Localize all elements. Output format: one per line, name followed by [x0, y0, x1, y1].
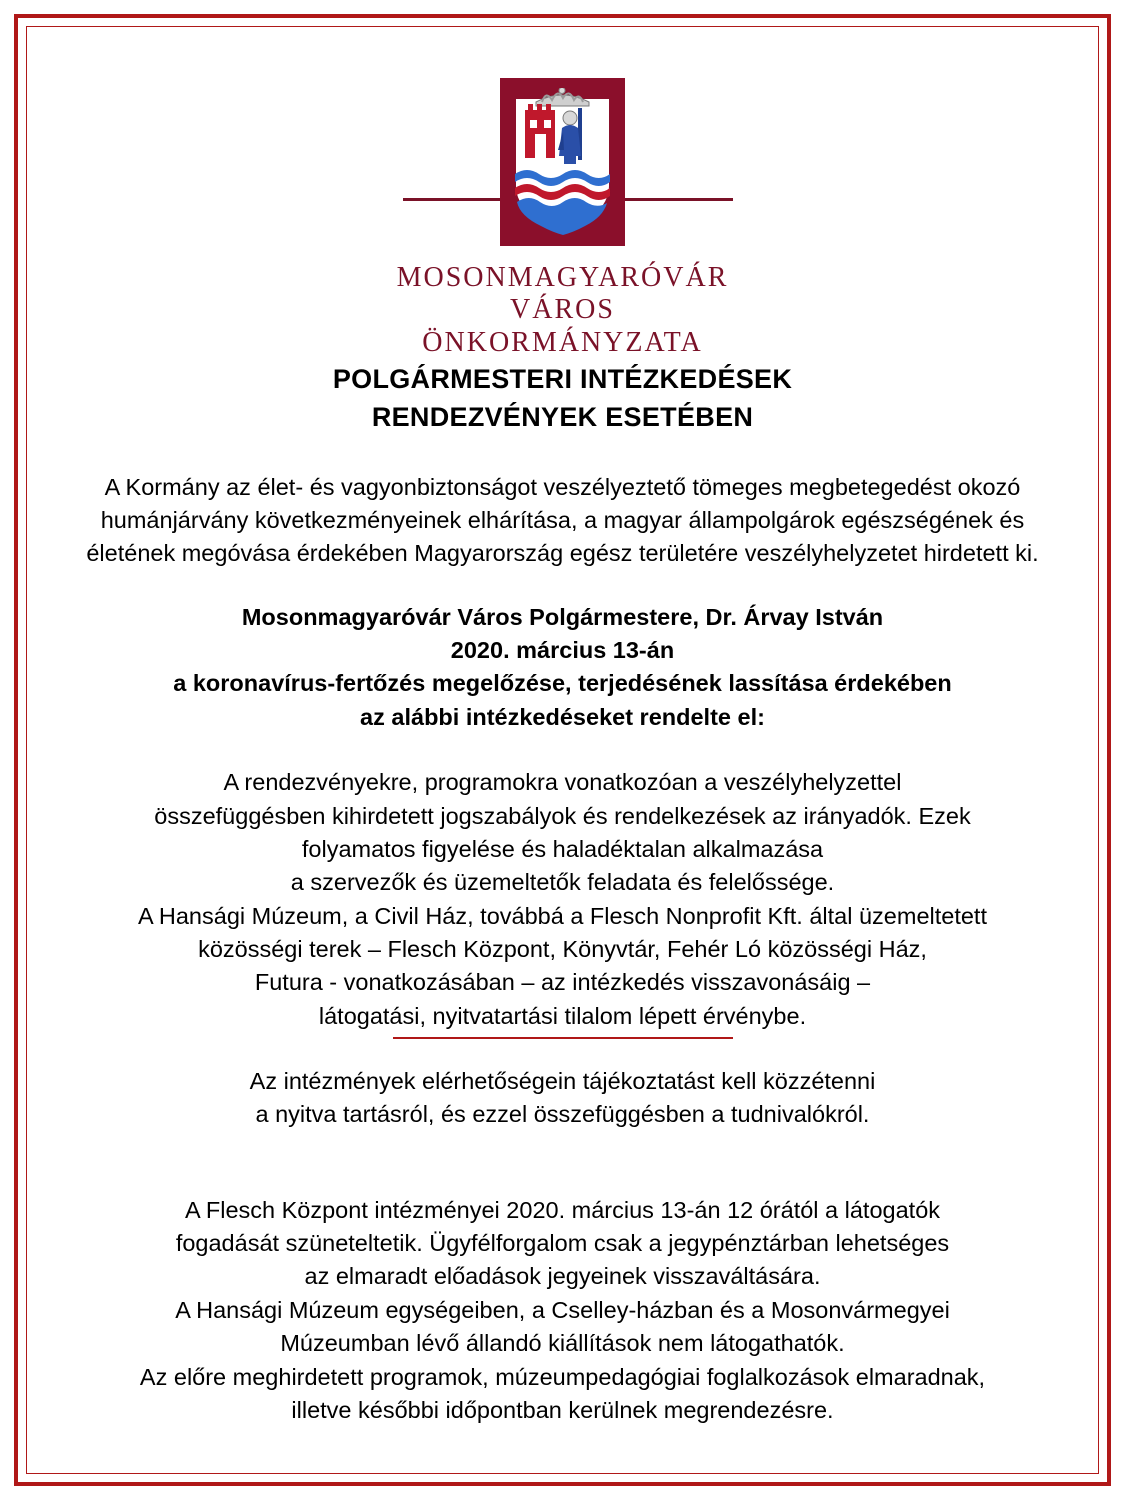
notice-line-1: Az intézmények elérhetőségein tájékoztatást kell közzétenni [249, 1068, 876, 1095]
decree-line-2: 2020. március 13-án [450, 637, 675, 664]
measures-paragraph [60, 766, 1065, 1039]
page-title-line2: RENDEZVÉNYEK ESETÉBEN [371, 402, 754, 433]
coat-of-arms-icon [500, 78, 625, 246]
institutions-line-5: Múzeumban lévő állandó kiállítások nem látogathatók. [280, 1330, 845, 1357]
page-title [60, 360, 1065, 437]
measures-line-1: A rendezvényekre, programokra vonatkozóan a veszélyhelyzettel [223, 769, 902, 796]
institutions-line-2: fogadását szüneteltetik. Ügyfélforgalom csak a jegypénztárban lehetséges [175, 1230, 950, 1257]
municipality-name-line2: VÁROS [510, 294, 615, 326]
page-title-line1: POLGÁRMESTERI INTÉZKEDÉSEK [332, 364, 793, 394]
institutions-line-3: az elmaradt előadások jegyeinek visszaváltására. [304, 1263, 821, 1290]
intro-paragraph: A Kormány az élet- és vagyonbiztonságot veszélyeztető tömeges megbetegedést okozó humánjárvány következményeinek elhárítása, a magyar állampolgárok egészségének és életének megóvása érdekében Magyarország egész területére veszélyhelyzetet hirdetett ki. [86, 473, 1039, 567]
decree-block [60, 601, 1065, 734]
measures-line-5: A Hansági Múzeum, a Civil Ház, továbbá a Flesch Nonprofit Kft. által üzemeltetett [137, 902, 987, 929]
institutions-line-4: A Hansági Múzeum egységeiben, a Cselley-házban és a Mosonvármegyei [175, 1296, 950, 1323]
decree-line-4: az alábbi intézkedéseket rendelte el: [360, 703, 765, 730]
municipality-name-line1: MOSONMAGYARÓVÁR [396, 262, 729, 293]
measures-line-6: közösségi terek – Flesch Központ, Könyvtár, Fehér Ló közösségi Ház, [198, 935, 927, 962]
measures-line-3: folyamatos figyelése és haladéktalan alkalmazása [301, 835, 824, 862]
poster-content [60, 50, 1065, 1427]
notice-line-2: a nyitva tartásról, és ezzel összefüggésben a tudnivalókról. [255, 1101, 870, 1128]
institutions-paragraph [60, 1194, 1065, 1428]
decree-line-1: Mosonmagyaróvár Város Polgármestere, Dr. Árvay István [241, 603, 884, 630]
measures-line-2: összefüggésben kihirdetett jogszabályok és rendelkezések az irányadók. Ezek [154, 802, 971, 829]
emphasis-underline [393, 1037, 733, 1039]
institutions-line-6: Az előre meghirdetett programok, múzeumpedagógiai foglalkozások elmaradnak, [139, 1363, 986, 1390]
municipality-logo [60, 78, 1065, 358]
municipality-name-line3: ÖNKORMÁNYZATA [422, 326, 703, 358]
measures-line-4: a szervezők és üzemeltetők feladata és felelőssége. [290, 869, 835, 896]
notice-paragraph [60, 1065, 1065, 1132]
measures-line-7: Futura - vonatkozásában – az intézkedés visszavonásáig – [254, 969, 871, 996]
institutions-line-7: illetve későbbi időpontban kerülnek megrendezésre. [291, 1396, 834, 1423]
decree-line-3: a koronavírus-fertőzés megelőzése, terjedésének lassítása érdekében [173, 670, 952, 697]
measures-line-8: látogatási, nyitvatartási tilalom lépett érvénybe. [318, 1002, 807, 1029]
municipality-name [60, 262, 1065, 359]
institutions-line-1: A Flesch Központ intézményei 2020. március 13-án 12 órától a látogatók [184, 1196, 941, 1223]
